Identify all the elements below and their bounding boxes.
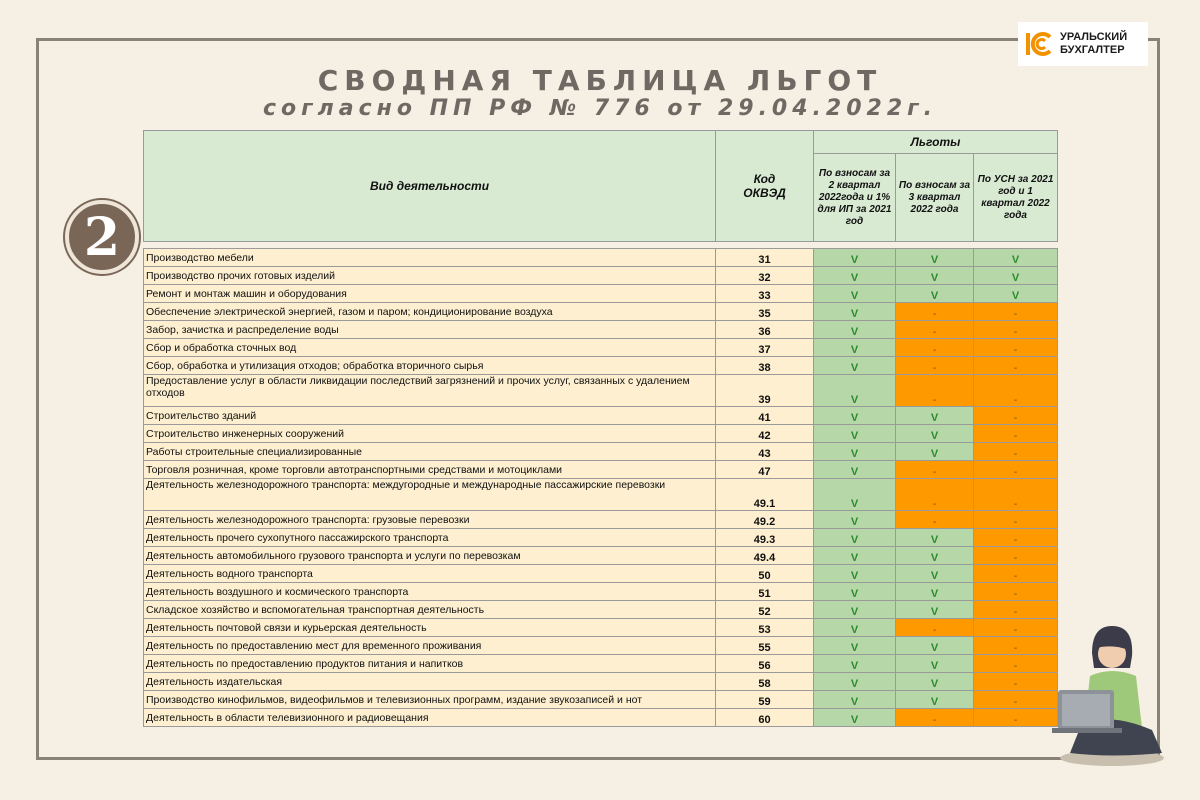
benefit-cell-3: - <box>974 321 1058 339</box>
okved-code-cell: 43 <box>716 443 814 461</box>
benefit-cell-2: V <box>896 655 974 673</box>
activity-cell: Работы строительные специализированные <box>144 443 716 461</box>
benefit-cell-2: - <box>896 511 974 529</box>
benefit-cell-1: V <box>814 357 896 375</box>
table-row <box>144 709 1058 727</box>
table-row <box>144 637 1058 655</box>
activity-cell: Деятельность издательская <box>144 673 716 691</box>
okved-code-cell: 55 <box>716 637 814 655</box>
activity-cell: Деятельность по предоставлению продуктов питания и напитков <box>144 655 716 673</box>
benefit-cell-1: V <box>814 375 896 407</box>
okved-code-cell: 38 <box>716 357 814 375</box>
header-code: Код ОКВЭД <box>716 131 814 242</box>
benefit-cell-3: - <box>974 637 1058 655</box>
benefit-cell-1: V <box>814 339 896 357</box>
benefit-cell-1: V <box>814 565 896 583</box>
benefit-cell-3: - <box>974 511 1058 529</box>
activity-cell: Деятельность автомобильного грузового транспорта и услуги по перевозкам <box>144 547 716 565</box>
benefit-cell-2: V <box>896 443 974 461</box>
activity-cell: Деятельность по предоставлению мест для временного проживания <box>144 637 716 655</box>
okved-code-cell: 33 <box>716 285 814 303</box>
header-activity: Вид деятельности <box>144 131 716 242</box>
benefit-cell-1: V <box>814 267 896 285</box>
benefit-cell-2: V <box>896 673 974 691</box>
benefit-cell-1: V <box>814 637 896 655</box>
activity-cell: Строительство инженерных сооружений <box>144 425 716 443</box>
page-subtitle: согласно ПП РФ № 776 от 29.04.2022г. <box>263 96 937 121</box>
okved-code-cell: 47 <box>716 461 814 479</box>
benefit-cell-3: - <box>974 529 1058 547</box>
benefit-cell-3: - <box>974 601 1058 619</box>
benefit-cell-3: - <box>974 655 1058 673</box>
benefit-cell-2: - <box>896 479 974 511</box>
okved-code-cell: 49.1 <box>716 479 814 511</box>
header-col-insurance-q2: По взносам за 2 квартал 2022года и 1% для ИП за 2021 год <box>814 154 896 242</box>
benefit-cell-1: V <box>814 249 896 267</box>
activity-cell: Предоставление услуг в области ликвидации последствий загрязнений и прочих услуг, связанных с удалением отходов <box>144 375 716 407</box>
benefit-cell-2: V <box>896 285 974 303</box>
benefit-cell-2: V <box>896 249 974 267</box>
benefit-cell-2: V <box>896 637 974 655</box>
table-row <box>144 425 1058 443</box>
activity-cell: Сбор, обработка и утилизация отходов; обработка вторичного сырья <box>144 357 716 375</box>
table-row <box>144 479 1058 511</box>
activity-cell: Строительство зданий <box>144 407 716 425</box>
okved-code-cell: 42 <box>716 425 814 443</box>
table-row <box>144 547 1058 565</box>
activity-cell: Деятельность водного транспорта <box>144 565 716 583</box>
benefit-cell-1: V <box>814 709 896 727</box>
okved-code-cell: 53 <box>716 619 814 637</box>
page-title: СВОДНАЯ ТАБЛИЦА ЛЬГОТ <box>317 64 883 97</box>
activity-cell: Производство прочих готовых изделий <box>144 267 716 285</box>
activity-cell: Производство мебели <box>144 249 716 267</box>
okved-code-cell: 49.2 <box>716 511 814 529</box>
activity-cell: Производство кинофильмов, видеофильмов и телевизионных программ, издание звукозаписей и нот <box>144 691 716 709</box>
activity-cell: Деятельность прочего сухопутного пассажирского транспорта <box>144 529 716 547</box>
benefit-cell-1: V <box>814 303 896 321</box>
header-col-insurance-q3: По взносам за 3 квартал 2022 года <box>896 154 974 242</box>
benefit-cell-1: V <box>814 511 896 529</box>
benefit-cell-1: V <box>814 619 896 637</box>
table-body <box>144 249 1058 727</box>
benefit-cell-2: V <box>896 407 974 425</box>
section-number-badge: 2 <box>65 200 139 274</box>
okved-code-cell: 36 <box>716 321 814 339</box>
person-with-laptop-illustration <box>1052 618 1172 768</box>
benefit-cell-3: - <box>974 547 1058 565</box>
benefit-cell-1: V <box>814 583 896 601</box>
logo-1c-icon <box>1024 29 1054 59</box>
table-row <box>144 443 1058 461</box>
benefit-cell-1: V <box>814 425 896 443</box>
benefit-cell-3: - <box>974 673 1058 691</box>
table-row <box>144 267 1058 285</box>
benefit-cell-1: V <box>814 285 896 303</box>
table-row <box>144 529 1058 547</box>
benefits-table <box>143 130 1058 727</box>
benefit-cell-1: V <box>814 479 896 511</box>
activity-cell: Забор, зачистка и распределение воды <box>144 321 716 339</box>
okved-code-cell: 37 <box>716 339 814 357</box>
header-col-usn: По УСН за 2021 год и 1 квартал 2022 года <box>974 154 1058 242</box>
benefit-cell-1: V <box>814 655 896 673</box>
benefit-cell-2: V <box>896 267 974 285</box>
okved-code-cell: 35 <box>716 303 814 321</box>
table-row <box>144 357 1058 375</box>
benefit-cell-3: - <box>974 461 1058 479</box>
table-row <box>144 339 1058 357</box>
table-row <box>144 601 1058 619</box>
benefit-cell-3: - <box>974 443 1058 461</box>
okved-code-cell: 32 <box>716 267 814 285</box>
okved-code-cell: 49.4 <box>716 547 814 565</box>
okved-code-cell: 41 <box>716 407 814 425</box>
okved-code-cell: 58 <box>716 673 814 691</box>
okved-code-cell: 52 <box>716 601 814 619</box>
benefit-cell-2: - <box>896 619 974 637</box>
table-row <box>144 321 1058 339</box>
table-row <box>144 407 1058 425</box>
benefit-cell-2: V <box>896 583 974 601</box>
benefit-cell-2: - <box>896 303 974 321</box>
benefit-cell-1: V <box>814 529 896 547</box>
benefit-cell-2: V <box>896 601 974 619</box>
activity-cell: Обеспечение электрической энергией, газом и паром; кондиционирование воздуха <box>144 303 716 321</box>
activity-cell: Деятельность почтовой связи и курьерская деятельность <box>144 619 716 637</box>
table-row <box>144 565 1058 583</box>
table-row <box>144 285 1058 303</box>
okved-code-cell: 31 <box>716 249 814 267</box>
okved-code-cell: 49.3 <box>716 529 814 547</box>
table-row <box>144 673 1058 691</box>
benefit-cell-3: V <box>974 285 1058 303</box>
logo-text: УРАЛЬСКИЙ БУХГАЛТЕР <box>1060 31 1128 56</box>
benefit-cell-3: - <box>974 425 1058 443</box>
benefit-cell-1: V <box>814 673 896 691</box>
benefit-cell-3: - <box>974 339 1058 357</box>
benefit-cell-3: - <box>974 691 1058 709</box>
table-row <box>144 583 1058 601</box>
benefit-cell-3: - <box>974 565 1058 583</box>
header-benefits: Льготы <box>814 131 1058 154</box>
benefit-cell-1: V <box>814 407 896 425</box>
benefit-cell-3: - <box>974 303 1058 321</box>
activity-cell: Сбор и обработка сточных вод <box>144 339 716 357</box>
table-row <box>144 655 1058 673</box>
benefit-cell-2: V <box>896 529 974 547</box>
okved-code-cell: 50 <box>716 565 814 583</box>
logo <box>1018 22 1148 66</box>
activity-cell: Деятельность в области телевизионного и радиовещания <box>144 709 716 727</box>
okved-code-cell: 39 <box>716 375 814 407</box>
benefit-cell-3: - <box>974 407 1058 425</box>
table-row <box>144 461 1058 479</box>
activity-cell: Деятельность железнодорожного транспорта: грузовые перевозки <box>144 511 716 529</box>
okved-code-cell: 60 <box>716 709 814 727</box>
benefit-cell-1: V <box>814 443 896 461</box>
activity-cell: Деятельность воздушного и космического транспорта <box>144 583 716 601</box>
benefit-cell-2: - <box>896 461 974 479</box>
benefit-cell-2: - <box>896 339 974 357</box>
table-row <box>144 375 1058 407</box>
okved-code-cell: 59 <box>716 691 814 709</box>
benefit-cell-2: V <box>896 547 974 565</box>
benefit-cell-2: - <box>896 375 974 407</box>
benefit-cell-3: - <box>974 357 1058 375</box>
benefit-cell-2: V <box>896 565 974 583</box>
benefit-cell-2: - <box>896 709 974 727</box>
benefit-cell-1: V <box>814 601 896 619</box>
table-row <box>144 619 1058 637</box>
activity-cell: Деятельность железнодорожного транспорта: междугородные и международные пассажирские перевозки <box>144 479 716 511</box>
benefit-cell-1: V <box>814 321 896 339</box>
benefit-cell-3: - <box>974 375 1058 407</box>
table-row <box>144 303 1058 321</box>
activity-cell: Торговля розничная, кроме торговли автотранспортными средствами и мотоциклами <box>144 461 716 479</box>
benefit-cell-1: V <box>814 461 896 479</box>
table-row <box>144 511 1058 529</box>
benefit-cell-3: V <box>974 249 1058 267</box>
table-row <box>144 249 1058 267</box>
benefit-cell-3: - <box>974 619 1058 637</box>
okved-code-cell: 51 <box>716 583 814 601</box>
benefit-cell-3: V <box>974 267 1058 285</box>
benefit-cell-2: V <box>896 425 974 443</box>
benefit-cell-3: - <box>974 479 1058 511</box>
benefit-cell-2: V <box>896 691 974 709</box>
activity-cell: Ремонт и монтаж машин и оборудования <box>144 285 716 303</box>
benefit-cell-3: - <box>974 583 1058 601</box>
benefit-cell-2: - <box>896 321 974 339</box>
table-row <box>144 691 1058 709</box>
activity-cell: Складское хозяйство и вспомогательная транспортная деятельность <box>144 601 716 619</box>
benefit-cell-1: V <box>814 547 896 565</box>
benefit-cell-3: - <box>974 709 1058 727</box>
okved-code-cell: 56 <box>716 655 814 673</box>
benefit-cell-2: - <box>896 357 974 375</box>
benefit-cell-1: V <box>814 691 896 709</box>
